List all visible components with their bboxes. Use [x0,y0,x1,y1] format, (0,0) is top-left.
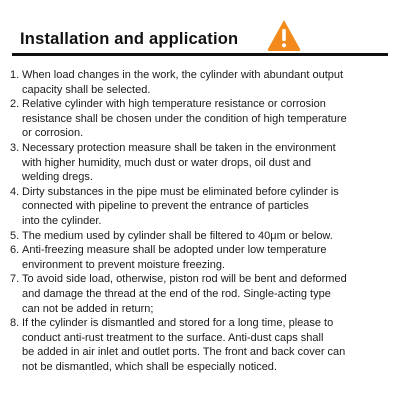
item-number: 4. [10,185,20,198]
item-number: 6. [10,244,20,257]
list-item [10,272,392,316]
list-item [10,97,392,141]
item-text: Anti-freezing measure shall be adopted under low temperature environment to prevent moisture freezing. [22,244,327,271]
item-text: Necessary protection measure shall be taken in the environment with higher humidity, much dust or water drops, oil dust and welding dregs. [22,141,336,184]
list-item [10,229,392,244]
item-number: 1. [10,69,20,81]
header-divider [12,53,388,56]
item-text: Relative cylinder with high temperature resistance or corrosion resistance shall be chosen under the condition of high temperature or corrosion. [22,98,347,140]
section-header [12,18,388,58]
warning-icon [266,18,302,52]
item-text: When load changes in the work, the cylinder with abundant output capacity shall be selected. [22,69,344,96]
item-number: 8. [10,317,20,330]
item-text: The medium used by cylinder shall be filtered to 40μm or below. [22,229,333,242]
item-text: If the cylinder is dismantled and stored for a long time, please to conduct anti-rust treatment to the surface. Anti-dust caps shall be added in air inlet and outlet ports. The front and back cover can not be dismantled, which shall be especially noticed. [22,317,346,373]
item-number: 7. [10,273,20,286]
list-item [10,185,392,229]
item-text: To avoid side load, otherwise, piston rod will be bent and deformed and damage the thread at the end of the rod. Single-acting type can not be added in return; [22,273,347,315]
item-text: Dirty substances in the pipe must be eliminated before cylinder is connected with pipeline to prevent the entrance of particles into the cylinder. [22,185,339,227]
item-number: 5. [10,229,20,242]
list-item [10,141,392,185]
list-item [10,243,392,272]
page-title: Installation and application [20,30,239,48]
instructions-list [10,68,392,374]
list-item [10,68,392,97]
item-number: 3. [10,141,20,154]
item-number: 2. [10,98,20,111]
list-item [10,316,392,374]
